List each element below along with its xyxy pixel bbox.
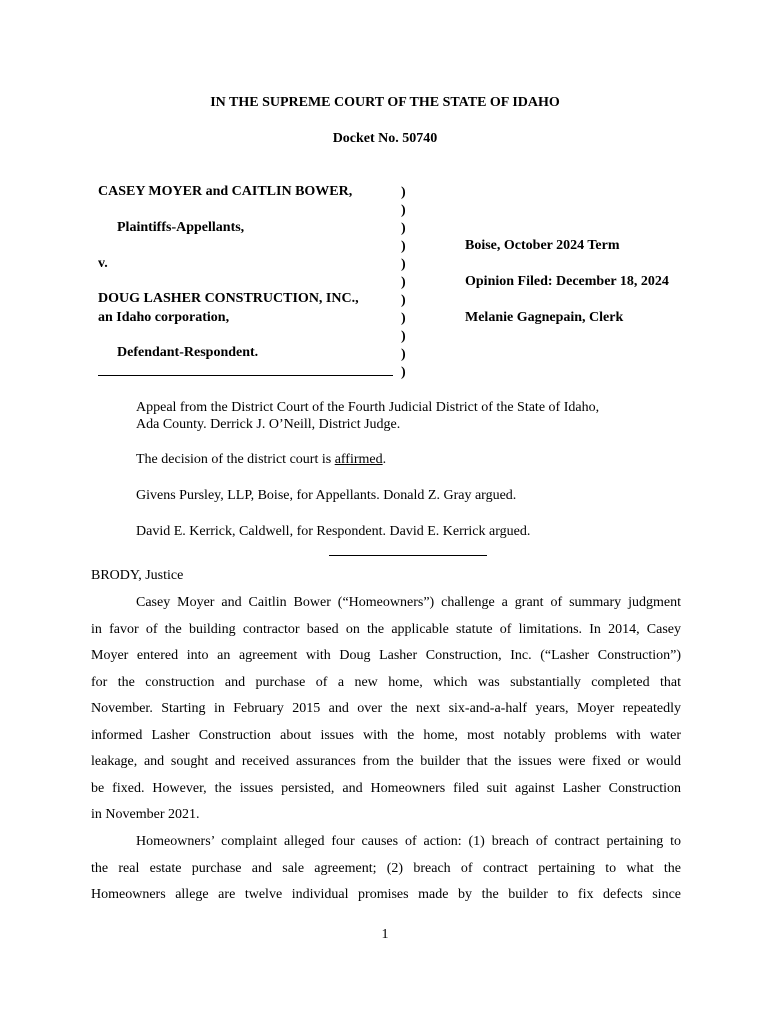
- defendant-description: an Idaho corporation,: [98, 310, 230, 325]
- paragraph-line: be fixed. However, the issues persisted, and Homeowners filed suit against Lasher Construction: [91, 780, 681, 796]
- paragraph-line: Homeowners allege are twelve individual promises made by the builder to fix defects since: [91, 887, 681, 902]
- paragraph-line: in favor of the building contractor based on the applicable statute of limitations. In 2014, Casey: [91, 621, 681, 637]
- appeal-origin-line1: Appeal from the District Court of the Fourth Judicial District of the State of Idaho,: [136, 400, 600, 415]
- appeal-origin-line2: Ada County. Derrick J. O’Neill, District Judge.: [136, 417, 401, 432]
- paragraph-line: November. Starting in February 2015 and over the next six-and-a-half years, Moyer repeatedly: [91, 701, 681, 716]
- paren: ): [401, 221, 406, 236]
- paragraph-line: Homeowners’ complaint alleged four causes of action: (1) breach of contract pertaining to: [136, 834, 681, 849]
- paren: ): [401, 293, 406, 308]
- paren: ): [401, 311, 406, 326]
- defendant-name: DOUG LASHER CONSTRUCTION, INC.,: [98, 291, 359, 306]
- paren: ): [401, 203, 406, 218]
- decision-prefix: The decision of the district court is: [136, 452, 335, 467]
- paren: ): [401, 275, 406, 290]
- paren: ): [401, 257, 406, 272]
- page-number: 1: [381, 927, 389, 942]
- paragraph-line: Casey Moyer and Caitlin Bower (“Homeowners”) challenge a grant of summary judgment: [136, 595, 681, 610]
- appellants-counsel: Givens Pursley, LLP, Boise, for Appellants. Donald Z. Gray argued.: [136, 488, 517, 503]
- caption-underline: [98, 375, 393, 376]
- opinion-paragraph-1: [91, 590, 681, 829]
- paragraph-line: in November 2021.: [91, 807, 200, 822]
- caption-parentheses: [401, 184, 411, 382]
- paragraph-line: leakage, and sought and received assurances from the builder that the issues were fixed or would: [91, 754, 681, 769]
- paren: ): [401, 329, 406, 344]
- decision-word: affirmed: [334, 452, 383, 467]
- paragraph-line: informed Lasher Construction about issues with the home, most notably problems with water: [91, 727, 681, 743]
- paragraph-line: Moyer entered into an agreement with Doug Lasher Construction, Inc. (“Lasher Construction”): [91, 648, 681, 663]
- docket-number: Docket No. 50740: [332, 131, 438, 146]
- plaintiffs-role: Plaintiffs-Appellants,: [117, 220, 245, 235]
- paren: ): [401, 347, 406, 362]
- opinion-paragraph-2: [91, 829, 681, 909]
- paragraph-line: the real estate purchase and sale agreement; (2) breach of contract pertaining to what the: [91, 860, 681, 876]
- defendant-role: Defendant-Respondent.: [117, 345, 259, 360]
- paren: ): [401, 185, 406, 200]
- paren: ): [401, 365, 406, 380]
- clerk-name: Melanie Gagnepain, Clerk: [465, 310, 624, 325]
- court-term: Boise, October 2024 Term: [465, 238, 620, 253]
- respondent-counsel: David E. Kerrick, Caldwell, for Respondent. David E. Kerrick argued.: [136, 524, 531, 539]
- decision-statement: [136, 452, 386, 468]
- opinion-filed-date: Opinion Filed: December 18, 2024: [465, 274, 669, 289]
- paragraph-line: for the construction and purchase of a new home, which was substantially completed that: [91, 674, 681, 690]
- versus: v.: [98, 256, 108, 271]
- paren: ): [401, 239, 406, 254]
- opinion-author: BRODY, Justice: [91, 568, 184, 583]
- court-heading: IN THE SUPREME COURT OF THE STATE OF IDAHO: [210, 95, 560, 110]
- decision-suffix: .: [382, 452, 387, 467]
- summary-divider: [329, 555, 487, 556]
- plaintiffs-names: CASEY MOYER and CAITLIN BOWER,: [98, 184, 353, 199]
